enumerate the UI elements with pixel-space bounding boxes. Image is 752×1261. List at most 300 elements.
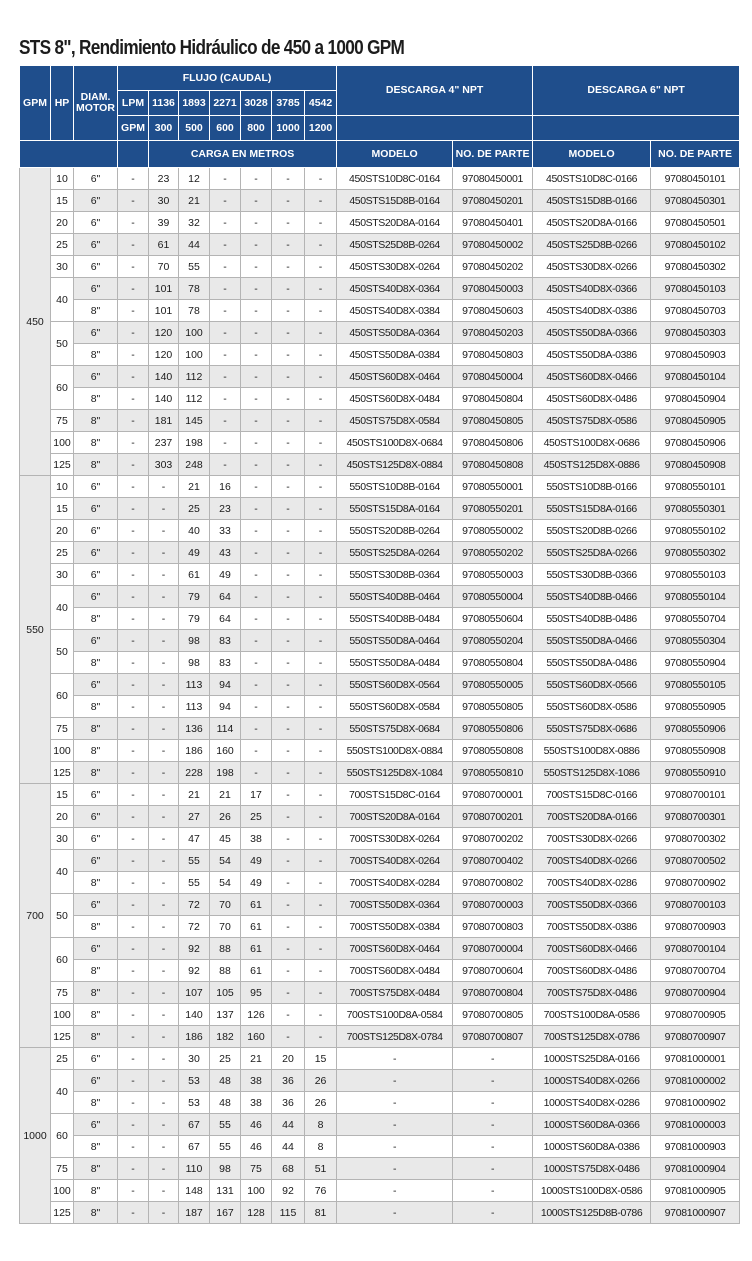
lpm-head-cell: - xyxy=(118,520,149,542)
head-500-cell: 78 xyxy=(179,300,210,322)
head-600-cell: 83 xyxy=(210,630,241,652)
head-1000-cell: - xyxy=(272,190,305,212)
head-600-cell: 43 xyxy=(210,542,241,564)
lpm-head-cell: - xyxy=(118,938,149,960)
head-800-cell: - xyxy=(241,542,272,564)
lpm-head-cell: - xyxy=(118,652,149,674)
part-4-cell: 97080450804 xyxy=(453,388,533,410)
head-1000-cell: - xyxy=(272,762,305,784)
head-1000-cell: - xyxy=(272,652,305,674)
head-1000-cell: - xyxy=(272,278,305,300)
head-800-cell: 100 xyxy=(241,1180,272,1202)
head-1000-cell: - xyxy=(272,432,305,454)
model-6-cell: 450STS50D8A-0366 xyxy=(533,322,651,344)
part-6-cell: 97080700301 xyxy=(651,806,740,828)
head-1200-cell: - xyxy=(305,740,337,762)
part-4-cell: 97080550604 xyxy=(453,608,533,630)
head-500-cell: 49 xyxy=(179,542,210,564)
head-800-cell: - xyxy=(241,432,272,454)
model-4-cell: 700STS50D8X-0364 xyxy=(337,894,453,916)
head-500-cell: 25 xyxy=(179,498,210,520)
part-6-cell: 97080700904 xyxy=(651,982,740,1004)
motor-diameter-cell: 6" xyxy=(74,1048,118,1070)
head-1000-cell: - xyxy=(272,740,305,762)
part-4-cell: - xyxy=(453,1136,533,1158)
head-800-cell: - xyxy=(241,388,272,410)
head-300-cell: - xyxy=(149,476,179,498)
hp-cell: 20 xyxy=(51,212,74,234)
model-6-cell: 1000STS75D8X-0486 xyxy=(533,1158,651,1180)
table-row xyxy=(20,410,740,432)
head-1200-cell: - xyxy=(305,652,337,674)
head-800-cell: - xyxy=(241,696,272,718)
head-500-cell: 78 xyxy=(179,278,210,300)
model-6-cell: 550STS40D8B-0466 xyxy=(533,586,651,608)
head-1200-cell: - xyxy=(305,1004,337,1026)
head-600-cell: 23 xyxy=(210,498,241,520)
head-1000-cell: - xyxy=(272,872,305,894)
lpm-head-cell: - xyxy=(118,190,149,212)
hp-cell: 100 xyxy=(51,740,74,762)
motor-diameter-cell: 6" xyxy=(74,806,118,828)
head-300-cell: - xyxy=(149,1026,179,1048)
table-row xyxy=(20,806,740,828)
model-4-cell: 550STS60D8X-0584 xyxy=(337,696,453,718)
head-300-cell: - xyxy=(149,674,179,696)
lpm-head-cell: - xyxy=(118,850,149,872)
lpm-head-cell: - xyxy=(118,872,149,894)
motor-diameter-cell: 8" xyxy=(74,388,118,410)
head-600-cell: - xyxy=(210,256,241,278)
hp-cell: 25 xyxy=(51,542,74,564)
part-6-cell: 97080700903 xyxy=(651,916,740,938)
head-1200-cell: - xyxy=(305,630,337,652)
head-800-cell: 49 xyxy=(241,850,272,872)
part-6-cell: 97080700302 xyxy=(651,828,740,850)
table-row xyxy=(20,1202,740,1224)
head-500-cell: 187 xyxy=(179,1202,210,1224)
part-4-cell: 97080700802 xyxy=(453,872,533,894)
head-600-cell: 33 xyxy=(210,520,241,542)
head-1200-cell: - xyxy=(305,938,337,960)
model-4-cell: 550STS15D8A-0164 xyxy=(337,498,453,520)
hp-cell: 20 xyxy=(51,520,74,542)
lpm-head-cell: - xyxy=(118,432,149,454)
head-300-cell: - xyxy=(149,1004,179,1026)
head-500-cell: 55 xyxy=(179,872,210,894)
head-300-cell: - xyxy=(149,1048,179,1070)
model-6-cell: 450STS30D8X-0266 xyxy=(533,256,651,278)
head-1200-cell: - xyxy=(305,498,337,520)
model-4-cell: 450STS50D8A-0364 xyxy=(337,322,453,344)
head-1000-cell: 36 xyxy=(272,1070,305,1092)
head-1200-cell: 8 xyxy=(305,1136,337,1158)
part-6-cell: 97080700907 xyxy=(651,1026,740,1048)
part-4-cell: 97080450002 xyxy=(453,234,533,256)
head-500-cell: 112 xyxy=(179,366,210,388)
part-4-cell: 97080700201 xyxy=(453,806,533,828)
model-4-cell: 550STS60D8X-0564 xyxy=(337,674,453,696)
lpm-head-cell: - xyxy=(118,454,149,476)
head-500-cell: 113 xyxy=(179,674,210,696)
model-6-cell: 550STS50D8A-0486 xyxy=(533,652,651,674)
head-800-cell: - xyxy=(241,608,272,630)
head-1000-cell: - xyxy=(272,256,305,278)
head-300-cell: - xyxy=(149,828,179,850)
lpm-head-cell: - xyxy=(118,828,149,850)
part-6-cell: 97080450302 xyxy=(651,256,740,278)
head-300-cell: 120 xyxy=(149,344,179,366)
hp-cell: 10 xyxy=(51,168,74,190)
head-300-cell: - xyxy=(149,608,179,630)
head-1200-cell: - xyxy=(305,322,337,344)
head-500-cell: 145 xyxy=(179,410,210,432)
part-6-cell: 97080700902 xyxy=(651,872,740,894)
head-500-cell: 21 xyxy=(179,784,210,806)
table-row xyxy=(20,586,740,608)
part-6-cell: 97080550704 xyxy=(651,608,740,630)
model-4-cell: - xyxy=(337,1070,453,1092)
model-6-cell: 450STS75D8X-0586 xyxy=(533,410,651,432)
head-800-cell: - xyxy=(241,718,272,740)
head-1000-cell: - xyxy=(272,828,305,850)
part-6-cell: 97080450102 xyxy=(651,234,740,256)
head-600-cell: 64 xyxy=(210,608,241,630)
head-300-cell: - xyxy=(149,740,179,762)
head-300-cell: - xyxy=(149,894,179,916)
head-800-cell: - xyxy=(241,278,272,300)
head-1200-cell: - xyxy=(305,212,337,234)
lpm-head-cell: - xyxy=(118,696,149,718)
part-6-cell: 97081000003 xyxy=(651,1114,740,1136)
lpm-head-cell: - xyxy=(118,960,149,982)
head-500-cell: 79 xyxy=(179,608,210,630)
model-6-cell: 550STS125D8X-1086 xyxy=(533,762,651,784)
head-800-cell: - xyxy=(241,476,272,498)
head-500-cell: 112 xyxy=(179,388,210,410)
model-4-cell: 450STS25D8B-0264 xyxy=(337,234,453,256)
part-4-cell: 97080450603 xyxy=(453,300,533,322)
model-4-cell: - xyxy=(337,1158,453,1180)
part-6-cell: 97080550103 xyxy=(651,564,740,586)
lpm-head-cell: - xyxy=(118,740,149,762)
head-1000-cell: - xyxy=(272,586,305,608)
head-1200-cell: - xyxy=(305,872,337,894)
table-row xyxy=(20,1026,740,1048)
head-300-cell: 61 xyxy=(149,234,179,256)
model-4-cell: 550STS30D8B-0364 xyxy=(337,564,453,586)
part-6-cell: 97081000001 xyxy=(651,1048,740,1070)
lpm-head-cell: - xyxy=(118,586,149,608)
model-4-cell: 450STS60D8X-0464 xyxy=(337,366,453,388)
head-300-cell: - xyxy=(149,762,179,784)
head-300-cell: - xyxy=(149,938,179,960)
head-300-cell: 303 xyxy=(149,454,179,476)
head-300-cell: 70 xyxy=(149,256,179,278)
head-600-cell: 48 xyxy=(210,1092,241,1114)
head-600-cell: - xyxy=(210,366,241,388)
head-600-cell: 94 xyxy=(210,696,241,718)
head-600-cell: 131 xyxy=(210,1180,241,1202)
performance-table xyxy=(19,65,740,1224)
head-1000-cell: - xyxy=(272,344,305,366)
part-6-cell: 97080450104 xyxy=(651,366,740,388)
head-600-cell: 98 xyxy=(210,1158,241,1180)
lpm-head-cell: - xyxy=(118,1004,149,1026)
lpm-head-cell: - xyxy=(118,366,149,388)
model-6-cell: 550STS40D8B-0486 xyxy=(533,608,651,630)
head-600-cell: - xyxy=(210,168,241,190)
head-800-cell: - xyxy=(241,564,272,586)
hp-cell: 100 xyxy=(51,1180,74,1202)
table-row xyxy=(20,784,740,806)
hp-cell: 60 xyxy=(51,938,74,982)
table-row xyxy=(20,564,740,586)
table-row xyxy=(20,652,740,674)
head-1200-cell: - xyxy=(305,476,337,498)
model-4-cell: 700STS60D8X-0464 xyxy=(337,938,453,960)
head-300-cell: - xyxy=(149,872,179,894)
part-6-cell: 97080550302 xyxy=(651,542,740,564)
head-1200-cell: - xyxy=(305,344,337,366)
model-4-cell: 700STS40D8X-0284 xyxy=(337,872,453,894)
part-6-cell: 97080700101 xyxy=(651,784,740,806)
head-1000-cell: - xyxy=(272,784,305,806)
head-600-cell: - xyxy=(210,388,241,410)
model-4-cell: 450STS100D8X-0684 xyxy=(337,432,453,454)
lpm-head-cell: - xyxy=(118,1092,149,1114)
head-600-cell: 48 xyxy=(210,1070,241,1092)
model-4-cell: 550STS10D8B-0164 xyxy=(337,476,453,498)
hp-cell: 30 xyxy=(51,828,74,850)
motor-diameter-cell: 6" xyxy=(74,564,118,586)
model-4-cell: 450STS125D8X-0884 xyxy=(337,454,453,476)
head-300-cell: 101 xyxy=(149,278,179,300)
head-1000-cell: 44 xyxy=(272,1136,305,1158)
table-row xyxy=(20,1180,740,1202)
head-500-cell: 186 xyxy=(179,740,210,762)
part-4-cell: 97080550805 xyxy=(453,696,533,718)
head-800-cell: 61 xyxy=(241,916,272,938)
part-6-cell: 97081000907 xyxy=(651,1202,740,1224)
head-1200-cell: - xyxy=(305,300,337,322)
motor-diameter-cell: 8" xyxy=(74,1136,118,1158)
lpm-head-cell: - xyxy=(118,1070,149,1092)
model-4-cell: - xyxy=(337,1136,453,1158)
part-4-cell: 97080550808 xyxy=(453,740,533,762)
head-600-cell: 70 xyxy=(210,916,241,938)
motor-diameter-cell: 8" xyxy=(74,1202,118,1224)
hp-cell: 75 xyxy=(51,1158,74,1180)
motor-diameter-cell: 8" xyxy=(74,1026,118,1048)
lpm-head-cell: - xyxy=(118,212,149,234)
lpm-head-cell: - xyxy=(118,1114,149,1136)
head-800-cell: 17 xyxy=(241,784,272,806)
head-1000-cell: 92 xyxy=(272,1180,305,1202)
head-800-cell: 128 xyxy=(241,1202,272,1224)
head-600-cell: - xyxy=(210,322,241,344)
head-600-cell: 83 xyxy=(210,652,241,674)
motor-diameter-cell: 6" xyxy=(74,168,118,190)
head-800-cell: 38 xyxy=(241,828,272,850)
head-500-cell: 30 xyxy=(179,1048,210,1070)
head-800-cell: - xyxy=(241,322,272,344)
part-4-cell: 97080550201 xyxy=(453,498,533,520)
head-300-cell: - xyxy=(149,1092,179,1114)
motor-diameter-header: DIAM. MOTOR xyxy=(74,66,118,141)
head-600-cell: 167 xyxy=(210,1202,241,1224)
head-300-cell: - xyxy=(149,806,179,828)
part-4-cell: 97080700001 xyxy=(453,784,533,806)
head-300-cell: - xyxy=(149,564,179,586)
motor-diameter-cell: 6" xyxy=(74,894,118,916)
table-row xyxy=(20,388,740,410)
hp-cell: 100 xyxy=(51,1004,74,1026)
head-1200-cell: - xyxy=(305,520,337,542)
part-4-cell: - xyxy=(453,1202,533,1224)
motor-diameter-cell: 6" xyxy=(74,234,118,256)
part-6-cell: 97081000904 xyxy=(651,1158,740,1180)
head-800-cell: 25 xyxy=(241,806,272,828)
lpm-head-cell: - xyxy=(118,1048,149,1070)
model-6-cell: 700STS60D8X-0466 xyxy=(533,938,651,960)
hp-cell: 40 xyxy=(51,586,74,630)
table-row xyxy=(20,366,740,388)
motor-diameter-cell: 8" xyxy=(74,718,118,740)
head-600-cell: - xyxy=(210,212,241,234)
head-1000-cell: - xyxy=(272,938,305,960)
head-500-cell: 186 xyxy=(179,1026,210,1048)
model-6-cell: 450STS50D8A-0386 xyxy=(533,344,651,366)
flow-header: FLUJO (CAUDAL) xyxy=(118,66,337,91)
head-1200-cell: 26 xyxy=(305,1092,337,1114)
motor-diameter-cell: 8" xyxy=(74,960,118,982)
head-600-cell: - xyxy=(210,410,241,432)
gpm-group-cell: 550 xyxy=(20,476,51,784)
part-4-cell: 97080700004 xyxy=(453,938,533,960)
gpm-value: 1000 xyxy=(272,116,305,141)
head-500-cell: 40 xyxy=(179,520,210,542)
model-6-cell: 700STS50D8X-0386 xyxy=(533,916,651,938)
model-6-cell: 1000STS40D8X-0266 xyxy=(533,1070,651,1092)
head-800-cell: - xyxy=(241,762,272,784)
hp-header: HP xyxy=(51,66,74,141)
lpm-value: 3028 xyxy=(241,91,272,116)
lpm-head-cell: - xyxy=(118,982,149,1004)
table-row xyxy=(20,894,740,916)
model-6-cell: 700STS40D8X-0286 xyxy=(533,872,651,894)
head-1000-cell: - xyxy=(272,630,305,652)
model-6-cell: 450STS60D8X-0486 xyxy=(533,388,651,410)
part-4-cell: 97080450805 xyxy=(453,410,533,432)
head-500-cell: 12 xyxy=(179,168,210,190)
head-300-cell: 120 xyxy=(149,322,179,344)
motor-diameter-cell: 8" xyxy=(74,1180,118,1202)
head-300-cell: - xyxy=(149,498,179,520)
head-500-cell: 92 xyxy=(179,938,210,960)
motor-diameter-cell: 6" xyxy=(74,784,118,806)
lpm-head-cell: - xyxy=(118,718,149,740)
head-1000-cell: 20 xyxy=(272,1048,305,1070)
part-6-cell: 97080550102 xyxy=(651,520,740,542)
table-row xyxy=(20,278,740,300)
motor-diameter-cell: 6" xyxy=(74,586,118,608)
motor-diameter-cell: 6" xyxy=(74,256,118,278)
table-row xyxy=(20,916,740,938)
lpm-head-cell: - xyxy=(118,916,149,938)
head-500-cell: 55 xyxy=(179,256,210,278)
model-6-cell: 450STS60D8X-0466 xyxy=(533,366,651,388)
lpm-value: 1136 xyxy=(149,91,179,116)
motor-diameter-cell: 8" xyxy=(74,762,118,784)
model-4-cell: 450STS15D8B-0164 xyxy=(337,190,453,212)
model-6-cell: 700STS125D8X-0786 xyxy=(533,1026,651,1048)
part-4-cell: 97080450202 xyxy=(453,256,533,278)
model-4-cell: 700STS50D8X-0384 xyxy=(337,916,453,938)
part-6-cell: 97080550105 xyxy=(651,674,740,696)
part-6-cell: 97080450904 xyxy=(651,388,740,410)
lpm-value: 1893 xyxy=(179,91,210,116)
model-4-cell: - xyxy=(337,1180,453,1202)
part-4-cell: 97080700604 xyxy=(453,960,533,982)
model-6-cell: 450STS40D8X-0386 xyxy=(533,300,651,322)
part-4-cell: - xyxy=(453,1070,533,1092)
head-1200-cell: - xyxy=(305,608,337,630)
motor-diameter-cell: 8" xyxy=(74,1004,118,1026)
model-4-cell: 700STS15D8C-0164 xyxy=(337,784,453,806)
table-row xyxy=(20,432,740,454)
hp-cell: 60 xyxy=(51,674,74,718)
head-500-cell: 72 xyxy=(179,894,210,916)
lpm-head-cell: - xyxy=(118,762,149,784)
head-500-cell: 21 xyxy=(179,190,210,212)
hp-cell: 25 xyxy=(51,234,74,256)
head-1200-cell: - xyxy=(305,784,337,806)
model-4-cell: - xyxy=(337,1114,453,1136)
model-6-cell: 550STS15D8A-0166 xyxy=(533,498,651,520)
head-1200-cell: - xyxy=(305,278,337,300)
table-row xyxy=(20,960,740,982)
head-800-cell: 21 xyxy=(241,1048,272,1070)
model-4-cell: 550STS50D8A-0464 xyxy=(337,630,453,652)
head-800-cell: 38 xyxy=(241,1070,272,1092)
lpm-head-cell: - xyxy=(118,388,149,410)
head-300-cell: - xyxy=(149,1202,179,1224)
head-800-cell: - xyxy=(241,410,272,432)
head-1000-cell: - xyxy=(272,498,305,520)
head-1200-cell: - xyxy=(305,982,337,1004)
table-row xyxy=(20,212,740,234)
head-600-cell: 198 xyxy=(210,762,241,784)
head-500-cell: 100 xyxy=(179,322,210,344)
head-1200-cell: - xyxy=(305,806,337,828)
head-1200-cell: - xyxy=(305,256,337,278)
model-6-cell: 1000STS125D8B-0786 xyxy=(533,1202,651,1224)
lpm-head-cell: - xyxy=(118,498,149,520)
motor-diameter-cell: 8" xyxy=(74,982,118,1004)
motor-diameter-cell: 6" xyxy=(74,498,118,520)
head-600-cell: 49 xyxy=(210,564,241,586)
table-row xyxy=(20,1070,740,1092)
lpm-head-cell: - xyxy=(118,630,149,652)
hp-cell: 25 xyxy=(51,1048,74,1070)
table-row xyxy=(20,850,740,872)
motor-diameter-cell: 6" xyxy=(74,1114,118,1136)
table-row xyxy=(20,476,740,498)
head-1000-cell: 44 xyxy=(272,1114,305,1136)
head-300-cell: - xyxy=(149,520,179,542)
head-600-cell: 16 xyxy=(210,476,241,498)
